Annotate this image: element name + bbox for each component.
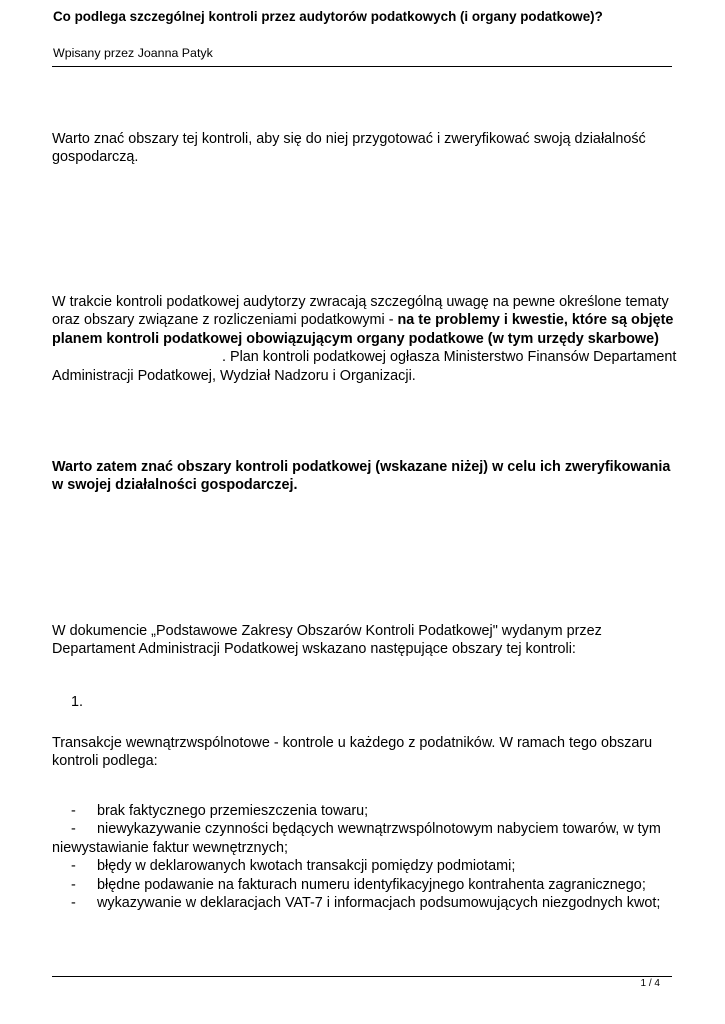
transactions-paragraph: Transakcje wewnątrzwspólnotowe - kontrole u każdego z podatników. W ramach tego obszaru kontroli podlega:	[52, 735, 653, 770]
author-line: Wpisany przez Joanna Patyk	[53, 46, 213, 60]
bullet-dash: -	[71, 803, 76, 819]
list-item	[52, 876, 682, 894]
list-item-text: wykazywanie w deklaracjach VAT-7 i informacjach podsumowujących niezgodnych kwot;	[97, 895, 661, 912]
audit-paragraph-tail: . Plan kontroli podatkowej ogłasza Ministerstwo Finansów Departament Administracji Podatkowej, Wydział Nadzoru i Organizacji.	[52, 349, 677, 384]
header-divider	[52, 66, 672, 67]
footer-divider	[52, 976, 672, 977]
emphasis-paragraph: Warto zatem znać obszary kontroli podatkowej (wskazane niżej) w celu ich zweryfikowania w swojej działalności gospodarczej.	[52, 459, 671, 494]
list-item-text: brak faktycznego przemieszczenia towaru;	[97, 803, 369, 819]
list-item-text: błędy w deklarowanych kwotach transakcji pomiędzy podmiotami;	[97, 858, 516, 875]
page-number: 1 / 4	[640, 978, 660, 989]
audit-paragraph	[52, 293, 677, 385]
list-item-text: niewykazywanie czynności będących wewnątrzwspólnotowym nabyciem towarów, w tym niewystawianie faktur wewnętrznych;	[52, 821, 661, 856]
bullet-dash: -	[71, 858, 76, 875]
list-item	[52, 894, 682, 912]
bullet-dash: -	[71, 821, 76, 838]
document-title: Co podlega szczególnej kontroli przez audytorów podatkowych (i organy podatkowe)?	[53, 9, 603, 24]
audit-paragraph-emphasis: na te problemy i kwestie, które są objęte planem kontroli podatkowej obowiązującym organy podatkowe (w tym urzędy skarbowe)	[52, 312, 674, 347]
list-item	[52, 857, 682, 875]
control-areas-list	[52, 802, 682, 912]
bullet-dash: -	[71, 876, 76, 893]
audit-paragraph-text: W trakcie kontroli podatkowej audytorzy zwracają szczególną uwagę na pewne określone tematy oraz obszary związane z rozliczeniami podatkowymi -	[52, 294, 669, 329]
list-item	[52, 820, 682, 857]
document-reference-paragraph: W dokumencie „Podstawowe Zakresy Obszarów Kontroli Podatkowej" wydanym przez Departament Administracji Podatkowej wskazano następujące obszary tej kontroli:	[52, 623, 602, 658]
intro-paragraph: Warto znać obszary tej kontroli, aby się do niej przygotować i zweryfikować swoją działalność gospodarczą.	[52, 131, 646, 166]
list-item-text: błędne podawanie na fakturach numeru identyfikacyjnego kontrahenta zagranicznego;	[97, 876, 646, 893]
list-number: 1.	[71, 694, 84, 710]
list-item	[52, 802, 682, 820]
bullet-dash: -	[71, 895, 76, 912]
